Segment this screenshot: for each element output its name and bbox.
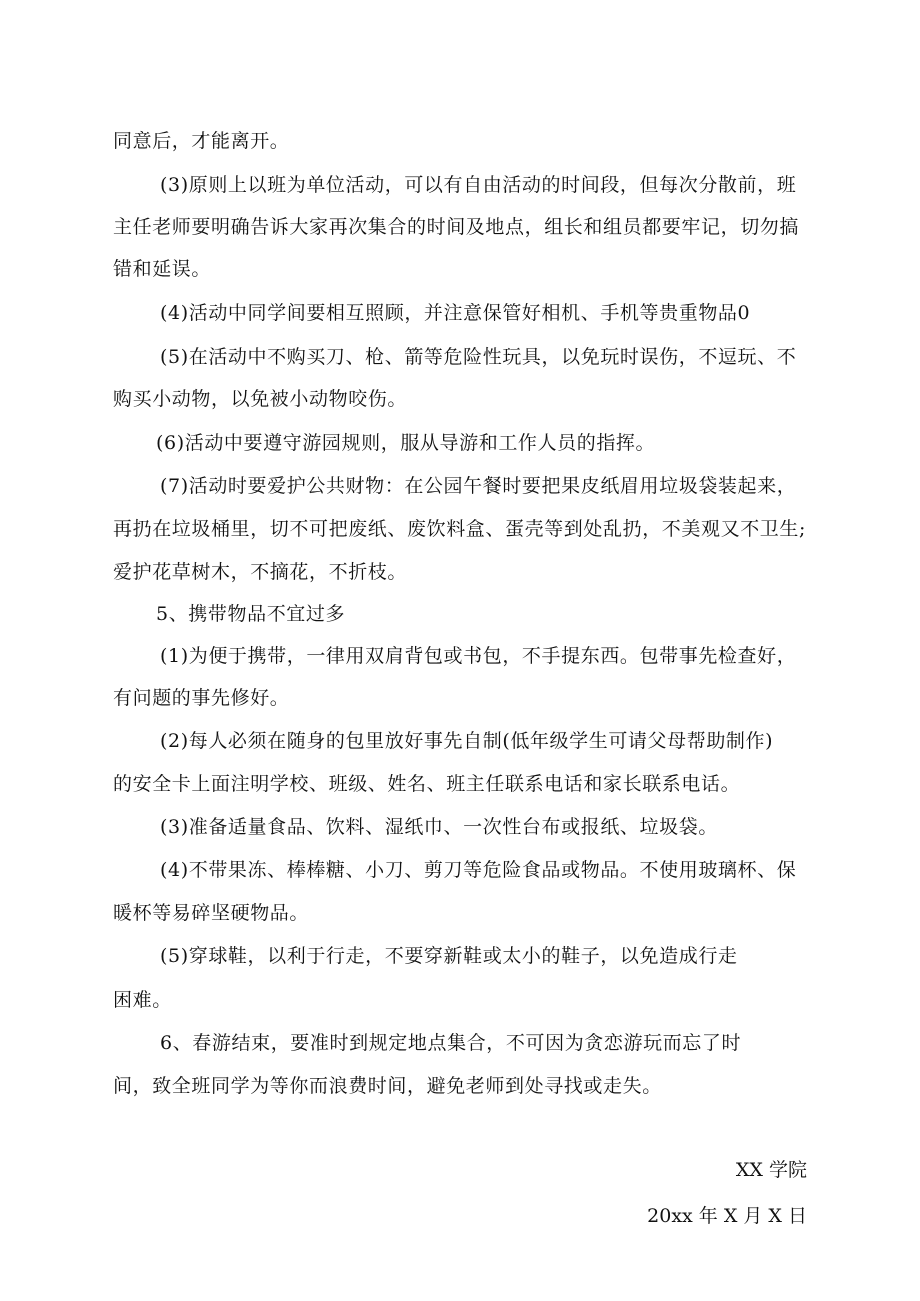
text-line: 间，致全班同学为等你而浪费时间，避免老师到处寻找或走失。: [113, 1075, 662, 1097]
text-line: 主任老师要明确告诉大家再次集合的时间及地点，组长和组员都要牢记，切勿搞: [113, 216, 800, 238]
signature-org: XX 学院: [735, 1159, 807, 1181]
section-heading: 6、春游结束，要准时到规定地点集合，不可因为贪恋游玩而忘了时: [160, 1032, 742, 1054]
text-line: (3)准备适量食品、饮料、湿纸巾、一次性台布或报纸、垃圾袋。: [160, 816, 718, 838]
text-line: 困难。: [113, 989, 172, 1011]
text-line: 的安全卡上面注明学校、班级、姓名、班主任联系电话和家长联系电话。: [113, 773, 741, 795]
section-heading: 5、携带物品不宜过多: [156, 603, 346, 625]
text-line: (4)活动中同学间要相互照顾，并注意保管好相机、手机等贵重物品0: [160, 302, 751, 324]
text-line: (5)在活动中不购买刀、枪、箭等危险性玩具，以免玩时误伤，不逗玩、不: [160, 346, 797, 368]
text-line: 再扔在垃圾桶里，切不可把废纸、废饮料盒、蛋壳等到处乱扔，不美观又不卫生;: [113, 518, 807, 540]
text-line: (2)每人必须在随身的包里放好事先自制(低年级学生可请父母帮助制作): [160, 730, 774, 752]
text-line: 暖杯等易碎坚硬物品。: [113, 902, 310, 924]
text-line: (4)不带果冻、棒棒糖、小刀、剪刀等危险食品或物品。不使用玻璃杯、保: [160, 859, 797, 881]
text-line: (6)活动中要遵守游园规则，服从导游和工作人员的指挥。: [156, 432, 656, 454]
text-line: 购买小动物，以免被小动物咬伤。: [113, 388, 408, 410]
signature-date: 20xx 年 X 月 X 日: [647, 1205, 807, 1227]
text-line: (7)活动时要爱护公共财物：在公园午餐时要把果皮纸眉用垃圾袋装起来，: [160, 475, 797, 497]
text-line: 同意后，才能离开。: [113, 130, 290, 152]
text-line: 有问题的事先修好。: [113, 687, 290, 709]
text-line: 错和延误。: [113, 258, 212, 280]
text-line: (5)穿球鞋，以利于行走，不要穿新鞋或太小的鞋子，以免造成行走: [160, 945, 738, 967]
text-line: (1)为便于携带，一律用双肩背包或书包，不手提东西。包带事先检查好，: [160, 645, 797, 667]
text-line: 爱护花草树木，不摘花，不折枝。: [113, 561, 408, 583]
text-line: (3)原则上以班为单位活动，可以有自由活动的时间段，但每次分散前，班: [160, 174, 797, 196]
